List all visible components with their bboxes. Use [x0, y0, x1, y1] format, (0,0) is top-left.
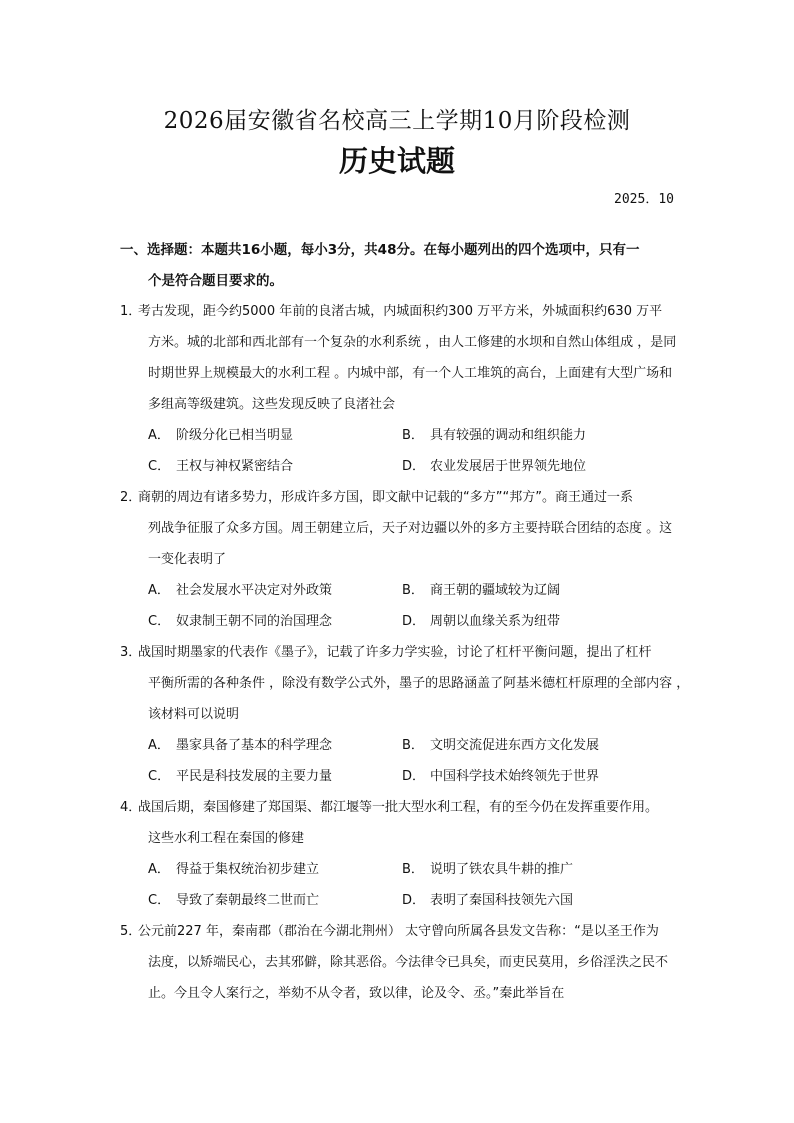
question-stem-text: 列战争征服了众多方国。周王朝建立后，天子对边疆以外的多方主要持联合团结的态度 。这 — [148, 521, 673, 536]
option-letter: B． — [402, 738, 424, 753]
question-number: 4． — [120, 800, 142, 815]
option-text: 文明交流促进东西方文化发展 — [430, 738, 600, 753]
option-text: 商王朝的疆域较为辽阔 — [430, 583, 561, 598]
option-letter: D． — [402, 893, 426, 908]
option-letter: D． — [402, 769, 426, 784]
question-stem-line — [120, 792, 686, 823]
question-stem-line — [120, 699, 686, 730]
question-number: 5． — [120, 924, 142, 939]
question-stem-line — [120, 358, 686, 389]
question-stem-line — [120, 389, 686, 420]
option-letter: C． — [148, 614, 171, 629]
answer-options — [120, 420, 686, 482]
answer-option — [402, 451, 656, 482]
question-number: 2． — [120, 490, 142, 505]
answer-option — [148, 420, 402, 451]
option-letter: A． — [148, 738, 170, 753]
option-text: 具有较强的调动和组织能力 — [430, 428, 587, 443]
answer-option — [148, 730, 402, 761]
question-stem-text: 战国时期墨家的代表作《墨子》，记载了许多力学实验，讨论了杠杆平衡问题，提出了杠杆 — [138, 645, 652, 660]
option-letter: D． — [402, 614, 426, 629]
question-4 — [120, 792, 686, 916]
answer-option — [148, 451, 402, 482]
question-stem-text: 止。今且令人案行之，举劾不从令者，致以律，论及令、丞。”秦此举旨在 — [148, 986, 565, 1001]
answer-options — [120, 854, 686, 916]
question-stem-text: 一变化表明了 — [148, 552, 227, 567]
question-stem-line — [120, 327, 686, 358]
question-stem-text: 平衡所需的各种条件 ，除没有数学公式外，墨子的思路涵盖了阿基米德杠杆原理的全部内容 ， — [148, 676, 690, 691]
answer-option — [402, 885, 656, 916]
question-1 — [120, 296, 686, 482]
option-letter: B． — [402, 862, 424, 877]
section-heading-line: 个是符合题目要求的。 — [148, 273, 283, 289]
answer-option — [402, 420, 656, 451]
option-text: 表明了秦国科技领先六国 — [430, 893, 574, 908]
question-stem-line — [120, 668, 690, 699]
question-5 — [120, 916, 686, 1009]
question-stem-line — [120, 947, 686, 978]
answer-option — [402, 854, 656, 885]
option-letter: A． — [148, 862, 170, 877]
option-text: 周朝以血缘关系为纽带 — [430, 614, 561, 629]
answer-option — [148, 761, 402, 792]
section-heading-line: 一、选择题：本题共16小题，每小3分，共48分。在每小题列出的四个选项中，只有一 — [120, 242, 640, 258]
option-letter: B． — [402, 583, 424, 598]
option-letter: A． — [148, 428, 170, 443]
option-text: 墨家具备了基本的科学理念 — [176, 738, 333, 753]
question-3 — [120, 637, 690, 792]
question-stem-text: 法度，以矫端民心，去其邪僻，除其恶俗。今法律令已具矣，而吏民莫用，乡俗淫泆之民不 — [148, 955, 669, 970]
exam-title: 2026届安徽省名校高三上学期10月阶段检测 — [163, 108, 631, 134]
question-stem-line — [120, 513, 686, 544]
section-heading — [120, 235, 680, 297]
answer-option — [402, 730, 656, 761]
question-stem-text: 公元前227 年，秦南郡（郡治在今湖北荆州） 太守曾向所属各县发文告称：“是以圣王作为 — [138, 924, 659, 939]
option-text: 社会发展水平决定对外政策 — [176, 583, 333, 598]
question-stem-line — [120, 296, 686, 327]
question-2 — [120, 482, 686, 637]
option-letter: C． — [148, 893, 171, 908]
option-text: 中国科学技术始终领先于世界 — [430, 769, 600, 784]
question-stem-text: 商朝的周边有诸多势力，形成许多方国，即文献中记载的“多方”“邦方”。商王通过一系 — [138, 490, 633, 505]
option-text: 说明了铁农具牛耕的推广 — [430, 862, 574, 877]
answer-option — [402, 575, 656, 606]
question-number: 3． — [120, 645, 142, 660]
option-letter: C． — [148, 769, 171, 784]
option-text: 农业发展居于世界领先地位 — [430, 459, 587, 474]
option-text: 奴隶制王朝不同的治国理念 — [176, 614, 333, 629]
question-stem-text: 多组高等级建筑。这些发现反映了良渚社会 — [148, 397, 396, 412]
subject-title: 历史试题 — [338, 144, 455, 178]
question-stem-text: 该材料可以说明 — [148, 707, 240, 722]
answer-option — [148, 575, 402, 606]
question-stem-text: 方米。城的北部和西北部有一个复杂的水利系统 ，由人工修建的水坝和自然山体组成 ，是同 — [148, 335, 677, 350]
answer-option — [402, 761, 656, 792]
question-stem-line — [120, 823, 686, 854]
question-stem-text: 考古发现，距今约5000 年前的良渚古城，内城面积约300 万平方米，外城面积约630 万平 — [138, 304, 663, 319]
question-stem-line — [120, 978, 686, 1009]
question-stem-line — [120, 482, 686, 513]
exam-date: 2025．10 — [614, 192, 674, 207]
question-stem-line — [120, 916, 686, 947]
question-stem-line — [120, 637, 686, 668]
question-stem-text: 战国后期，秦国修建了郑国渠、都江堰等一批大型水利工程，有的至今仍在发挥重要作用。 — [138, 800, 659, 815]
option-text: 阶级分化已相当明显 — [176, 428, 294, 443]
option-letter: D． — [402, 459, 426, 474]
answer-option — [148, 854, 402, 885]
option-text: 平民是科技发展的主要力量 — [176, 769, 333, 784]
option-text: 得益于集权统治初步建立 — [176, 862, 320, 877]
option-text: 王权与神权紧密结合 — [176, 459, 294, 474]
answer-option — [148, 606, 402, 637]
answer-options — [120, 730, 686, 792]
question-list — [120, 296, 690, 1009]
option-text: 导致了秦朝最终二世而亡 — [176, 893, 320, 908]
question-number: 1． — [120, 304, 142, 319]
answer-option — [402, 606, 656, 637]
question-stem-text: 时期世界上规模最大的水利工程 。内城中部，有一个人工堆筑的高台，上面建有大型广场和 — [148, 366, 673, 381]
option-letter: C． — [148, 459, 171, 474]
question-stem-line — [120, 544, 686, 575]
option-letter: B． — [402, 428, 424, 443]
answer-option — [148, 885, 402, 916]
answer-options — [120, 575, 686, 637]
option-letter: A． — [148, 583, 170, 598]
question-stem-text: 这些水利工程在秦国的修建 — [148, 831, 305, 846]
